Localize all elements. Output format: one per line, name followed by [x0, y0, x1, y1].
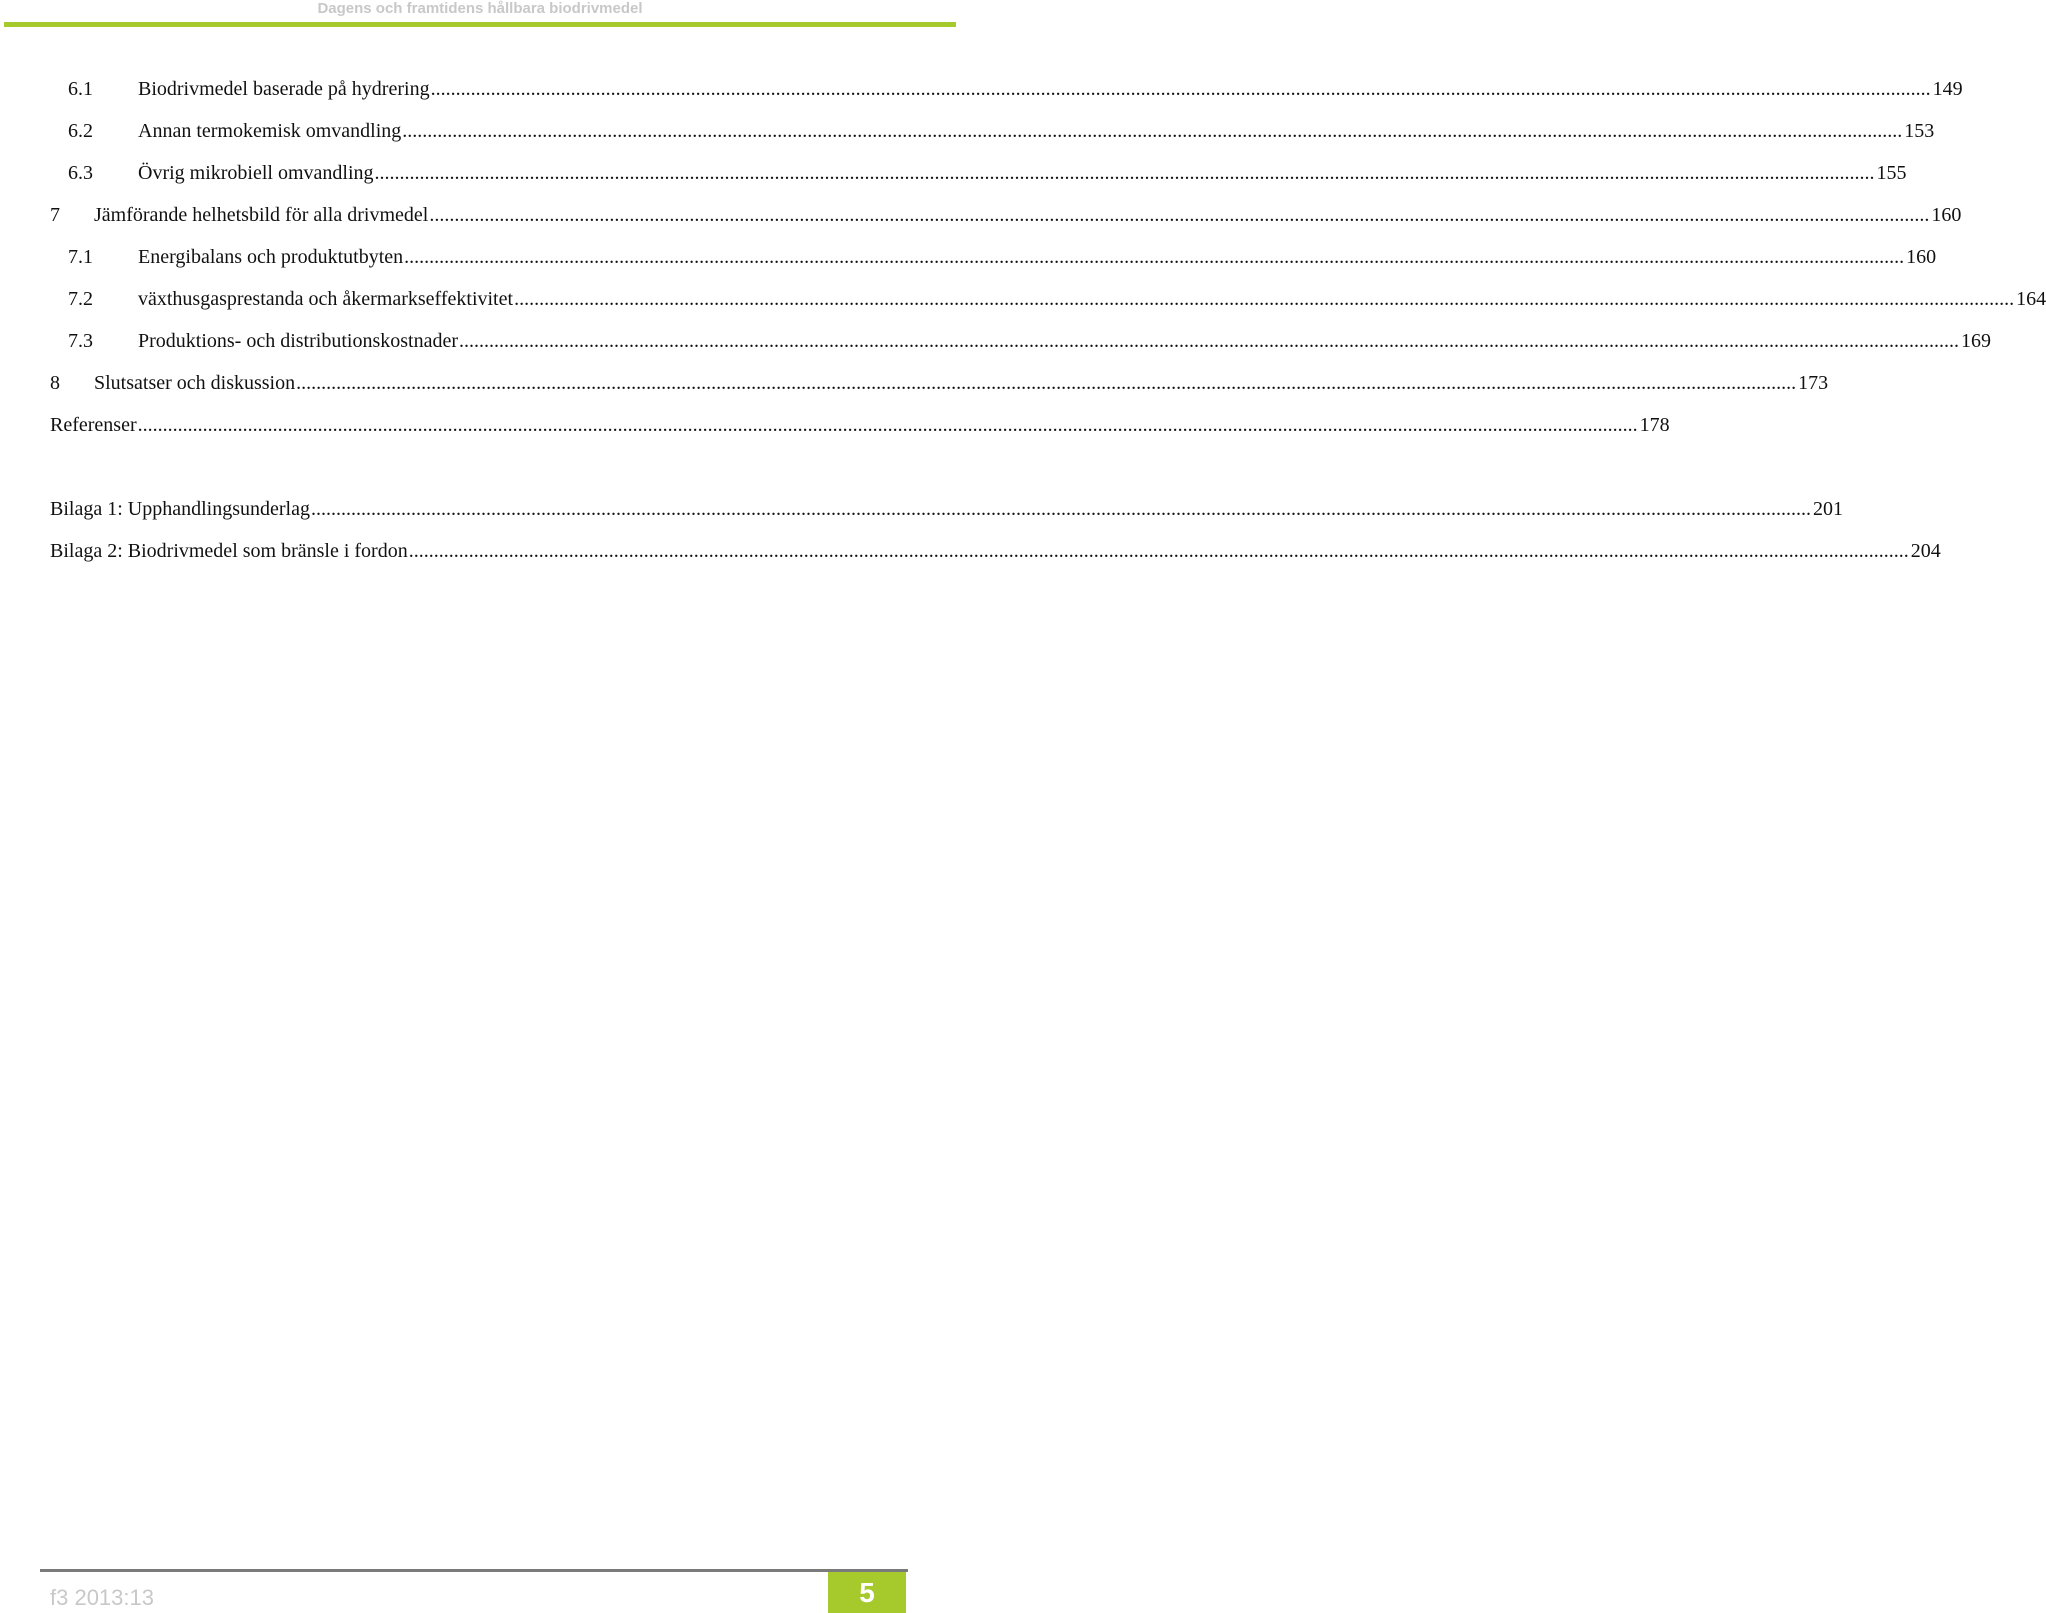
toc-entry-page: 169 — [1960, 330, 1991, 352]
toc-entry-6-2[interactable] — [68, 118, 1935, 144]
toc-entry-page: 173 — [1798, 372, 1829, 394]
toc-entry-title: Bilaga 2: Biodrivmedel som bränsle i fordon — [50, 540, 408, 562]
dot-leader: ............................................................................................................................................................................................................................................................................................................ — [404, 246, 1905, 268]
dot-leader: ............................................................................................................................................................................................................................................................................................................ — [514, 288, 2015, 310]
toc-entry-title: Slutsatser och diskussion — [94, 372, 296, 394]
toc-entry-page: 204 — [1910, 540, 1941, 562]
toc-entry-number: 6.2 — [68, 120, 93, 142]
toc-entry-page: 149 — [1932, 78, 1963, 100]
toc-entry-bilaga-2[interactable] — [50, 538, 1941, 564]
toc-entry-title: Referenser — [50, 414, 137, 436]
toc-entry-6-1[interactable] — [68, 76, 1963, 102]
toc-entry-page: 155 — [1876, 162, 1907, 184]
toc-entry-8[interactable] — [50, 370, 1829, 396]
toc-entry-7-3[interactable] — [68, 328, 1991, 354]
toc-entry-number: 7.2 — [68, 288, 93, 310]
toc-entry-title: Övrig mikrobiell omvandling — [138, 162, 374, 184]
dot-leader: ............................................................................................................................................................................................................................................................................................................ — [430, 78, 1931, 100]
dot-leader: ............................................................................................................................................................................................................................................................................................................ — [458, 330, 1959, 352]
toc-entry-title: Bilaga 1: Upphandlingsunderlag — [50, 498, 310, 520]
footer-document-id: f3 2013:13 — [50, 1585, 154, 1610]
running-header-title: Dagens och framtidens hållbara biodrivmedel — [317, 0, 643, 17]
toc-entry-number: 7.1 — [68, 246, 93, 268]
toc-entry-title: växthusgasprestanda och åkermarkseffektivitet — [138, 288, 514, 310]
dot-leader: ............................................................................................................................................................................................................................................................................................................ — [137, 414, 1638, 436]
toc-entry-title: Jämförande helhetsbild för alla drivmedel — [94, 204, 429, 226]
toc-entry-7-1[interactable] — [68, 244, 1937, 270]
toc-entry-page: 164 — [2016, 288, 2046, 310]
toc-entry-title: Biodrivmedel baserade på hydrering — [138, 78, 430, 100]
dot-leader: ............................................................................................................................................................................................................................................................................................................ — [310, 498, 1811, 520]
toc-entry-title: Annan termokemisk omvandling — [138, 120, 402, 142]
header-divider — [4, 22, 956, 27]
toc-entry-number: 7.3 — [68, 330, 93, 352]
page-number: 5 — [859, 1576, 875, 1608]
toc-entry-number: 6.3 — [68, 162, 93, 184]
toc-entry-referenser[interactable] — [50, 412, 1670, 438]
toc-entry-page: 160 — [1906, 246, 1937, 268]
toc-entry-number: 6.1 — [68, 78, 93, 100]
toc-entry-page: 160 — [1931, 204, 1962, 226]
toc-entry-number: 7 — [50, 204, 60, 226]
toc-entry-title: Energibalans och produktutbyten — [138, 246, 404, 268]
page-number-badge — [828, 1572, 906, 1613]
toc-entry-number: 8 — [50, 372, 60, 394]
dot-leader: ............................................................................................................................................................................................................................................................................................................ — [429, 204, 1930, 226]
dot-leader: ............................................................................................................................................................................................................................................................................................................ — [402, 120, 1903, 142]
footer-divider — [40, 1569, 908, 1572]
dot-leader: ............................................................................................................................................................................................................................................................................................................ — [374, 162, 1875, 184]
toc-entry-7[interactable] — [50, 202, 1962, 228]
toc-entry-bilaga-1[interactable] — [50, 496, 1843, 522]
dot-leader: ............................................................................................................................................................................................................................................................................................................ — [296, 372, 1797, 394]
toc-entry-6-3[interactable] — [68, 160, 1907, 186]
toc-entry-page: 201 — [1812, 498, 1843, 520]
toc-entry-page: 153 — [1904, 120, 1935, 142]
toc-entry-7-2[interactable] — [68, 286, 2046, 312]
dot-leader: ............................................................................................................................................................................................................................................................................................................ — [408, 540, 1909, 562]
toc-entry-title: Produktions- och distributionskostnader — [138, 330, 458, 352]
toc-entry-page: 178 — [1639, 414, 1670, 436]
